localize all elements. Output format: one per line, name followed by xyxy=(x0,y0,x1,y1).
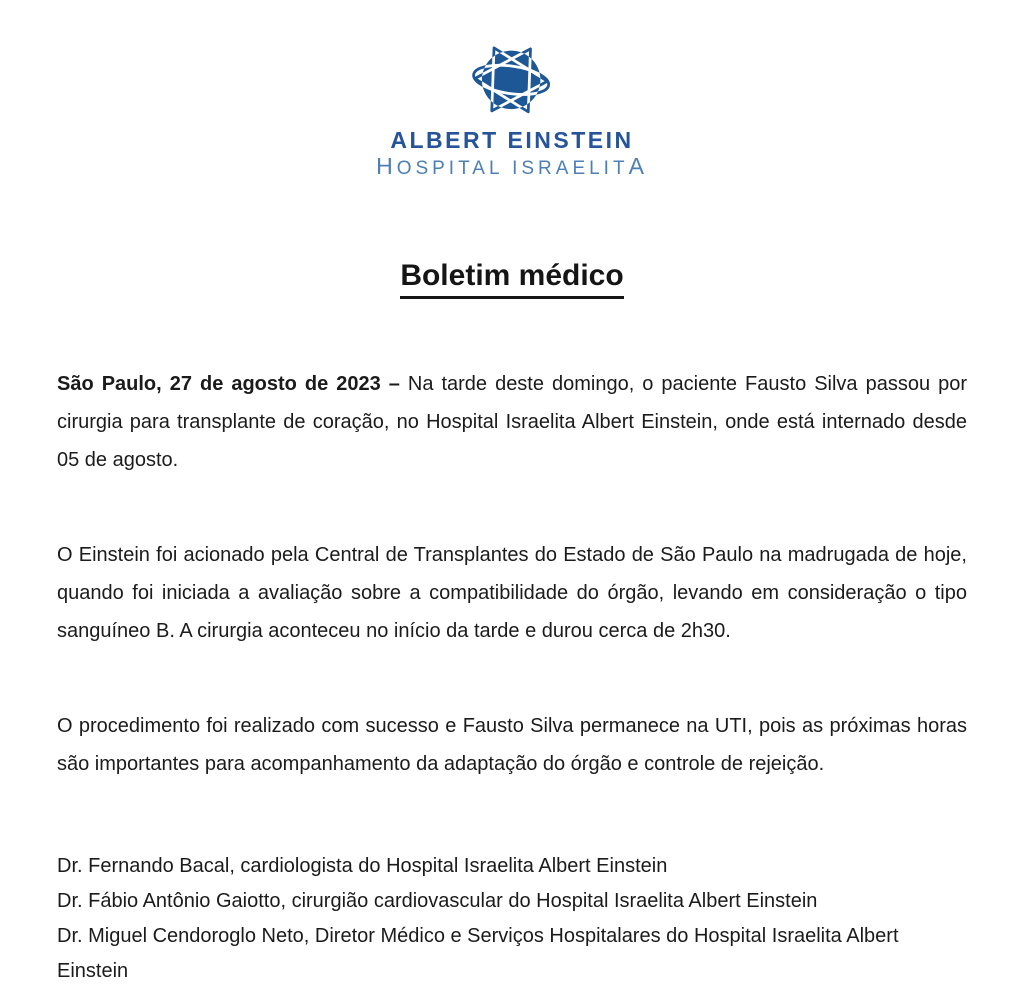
dateline-bold: São Paulo, 27 de agosto de 2023 – xyxy=(57,373,400,396)
bulletin-body xyxy=(57,365,967,985)
signature-item: Dr. Fernando Bacal, cardiologista do Hospital Israelita Albert Einstein xyxy=(57,855,668,878)
paragraph-3 xyxy=(57,707,967,783)
paragraph-3-text: O procedimento foi realizado com sucesso e Fausto Silva permanece na UTI, pois as próximas horas são importantes para acompanhamento da adaptação do órgão e controle de rejeição. xyxy=(57,715,967,776)
signature-item: Dr. Fábio Antônio Gaiotto, cirurgião cardiovascular do Hospital Israelita Albert Einstein xyxy=(57,890,818,913)
logo-subtitle-mid: OSPITAL ISRAELIT xyxy=(396,158,629,180)
signature-item: Dr. Miguel Cendoroglo Neto, Diretor Médico e Serviços Hospitalares do Hospital Israelita Albert Einstein xyxy=(57,925,899,983)
signature-list xyxy=(57,849,967,985)
hospital-logo xyxy=(57,36,967,181)
paragraph-1-text: Na tarde deste domingo, o paciente Fausto Silva passou por cirurgia para transplante de coração, no Hospital Israelita Albert Einstein, onde está internado desde 05 de agosto. xyxy=(57,373,967,472)
logo-hospital-name: ALBERT EINSTEIN xyxy=(390,127,634,153)
logo-subtitle-final: A xyxy=(628,153,648,180)
paragraph-2-text: O Einstein foi acionado pela Central de Transplantes do Estado de São Paulo na madrugada de hoje, quando foi iniciada a avaliação sobre a compatibilidade do órgão, levando em consideração o tipo sanguíneo B. A cirurgia aconteceu no início da tarde e durou cerca de 2h30. xyxy=(57,544,967,643)
bulletin-title: Boletim médico xyxy=(400,259,623,299)
paragraph-2 xyxy=(57,536,967,650)
logo-subtitle-initial: H xyxy=(376,153,397,180)
star-of-david-globe-icon xyxy=(464,36,560,122)
logo-hospital-subtitle xyxy=(57,153,967,181)
paragraph-dateline xyxy=(57,365,967,479)
